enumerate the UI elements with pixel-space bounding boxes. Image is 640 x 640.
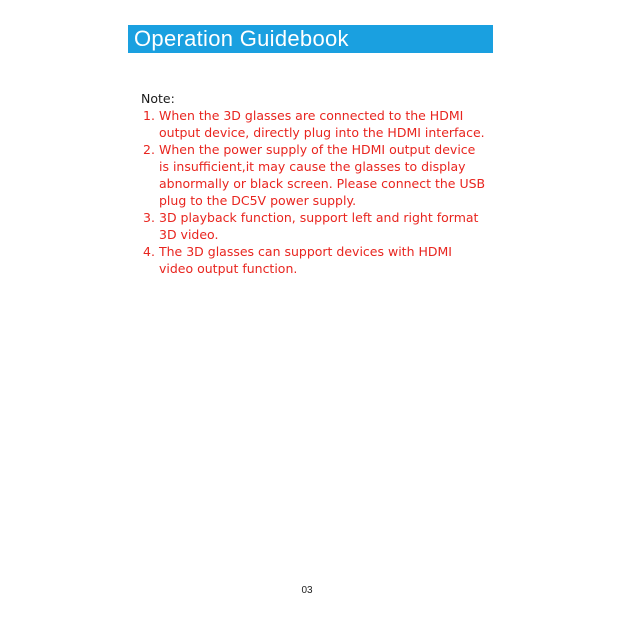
note-line: 3D playback function, support left and right format [159,210,479,225]
note-list [143,107,523,277]
note-label: Note: [141,91,175,106]
note-number: 4. [143,244,155,259]
header-bar [128,25,493,53]
note-item [143,107,523,141]
note-line: The 3D glasses can support devices with HDMI [159,244,452,259]
note-line: is insufficient,it may cause the glasses to display [159,159,466,174]
note-item [143,141,523,209]
note-line: output device, directly plug into the HDMI interface. [159,125,485,140]
note-number: 3. [143,210,155,225]
note-item [143,243,523,277]
note-line: video output function. [159,261,298,276]
page-title: Operation Guidebook [134,26,349,51]
page-number: 03 [301,585,313,596]
note-line: When the 3D glasses are connected to the HDMI [159,108,464,123]
note-line: 3D video. [159,227,219,242]
note-item [143,209,523,243]
note-line: abnormally or black screen. Please connect the USB [159,176,486,191]
note-number: 1. [143,108,155,123]
note-line: plug to the DC5V power supply. [159,193,357,208]
note-line: When the power supply of the HDMI output device [159,142,476,157]
note-number: 2. [143,142,155,157]
